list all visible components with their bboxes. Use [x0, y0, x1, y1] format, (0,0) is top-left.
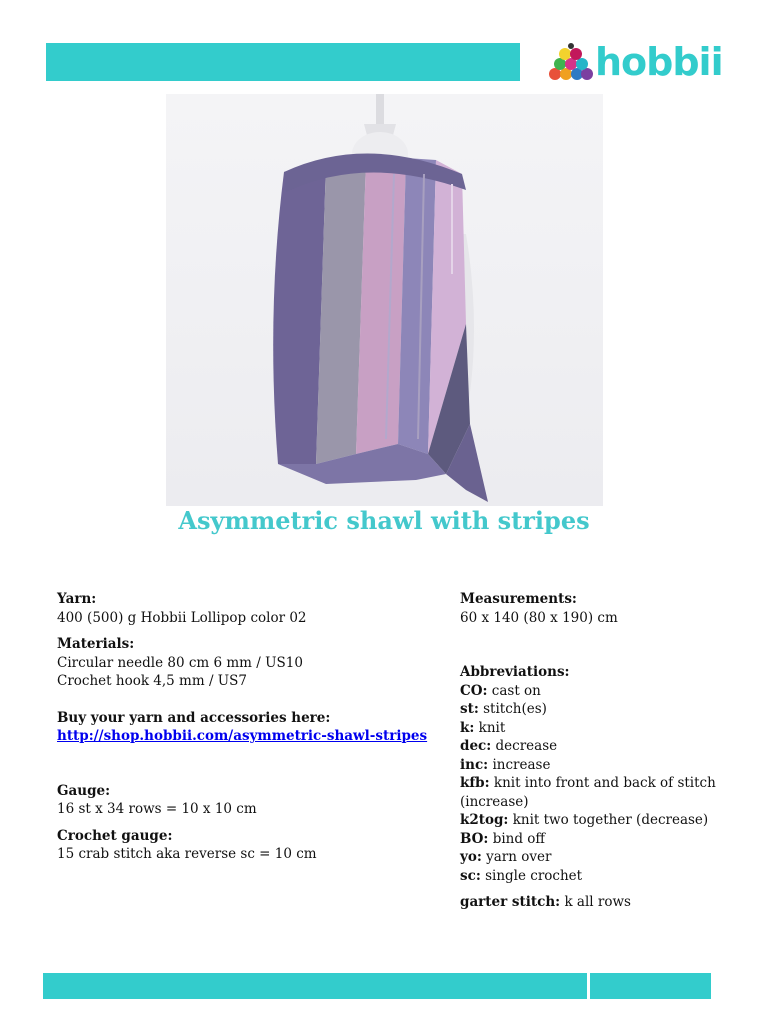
left-column [57, 590, 437, 864]
abbreviation-item: kfb: knit into front and back of stitch (increase) [460, 775, 716, 810]
abbreviations-label: Abbreviations: [460, 664, 570, 680]
garter-stitch-item: garter stitch: k all rows [460, 894, 631, 910]
shawl-illustration [166, 94, 603, 506]
yarn-value: 400 (500) g Hobbii Lollipop color 02 [57, 609, 307, 626]
materials-item: Crochet hook 4,5 mm / US7 [57, 673, 248, 689]
abbreviation-item: sc: single crochet [460, 867, 583, 884]
buy-label: Buy your yarn and accessories here: [57, 709, 331, 726]
abbreviation-item: CO: cast on [460, 682, 541, 699]
abbreviation-item: dec: decrease [460, 738, 558, 754]
gauge-label: Gauge: [57, 782, 111, 799]
footer-bar [43, 973, 587, 999]
abbreviation-item: inc: increase [460, 756, 551, 773]
abbreviation-item: yo: yarn over [460, 849, 552, 865]
gauge-value: 16 st x 34 rows = 10 x 10 cm [57, 801, 257, 817]
abbreviation-item: st: stitch(es) [460, 701, 547, 717]
measurements-value: 60 x 140 (80 x 190) cm [460, 609, 618, 626]
measurements-label: Measurements: [460, 591, 577, 607]
footer-bar-end [590, 973, 711, 999]
right-column [460, 590, 740, 912]
abbreviation-item: BO: bind off [460, 830, 546, 847]
pattern-title: Asymmetric shawl with stripes [178, 506, 590, 535]
header-bar [46, 43, 520, 81]
crochet-gauge-label: Crochet gauge: [57, 827, 173, 844]
hobbii-logo[interactable] [547, 38, 727, 86]
abbreviation-item: k2tog: knit two together (decrease) [460, 812, 709, 828]
yarn-balls-icon [547, 43, 593, 81]
materials-label: Materials: [57, 636, 135, 652]
abbreviation-item: k: knit [460, 719, 506, 736]
crochet-gauge-value: 15 crab stitch aka reverse sc = 10 cm [57, 846, 317, 862]
shawl-photo [166, 94, 603, 506]
materials-item: Circular needle 80 cm 6 mm / US10 [57, 654, 303, 671]
shop-link[interactable]: http://shop.hobbii.com/asymmetric-shawl-stripes [57, 728, 428, 744]
logo-wordmark: hobbii [595, 40, 723, 84]
yarn-label: Yarn: [57, 591, 97, 607]
